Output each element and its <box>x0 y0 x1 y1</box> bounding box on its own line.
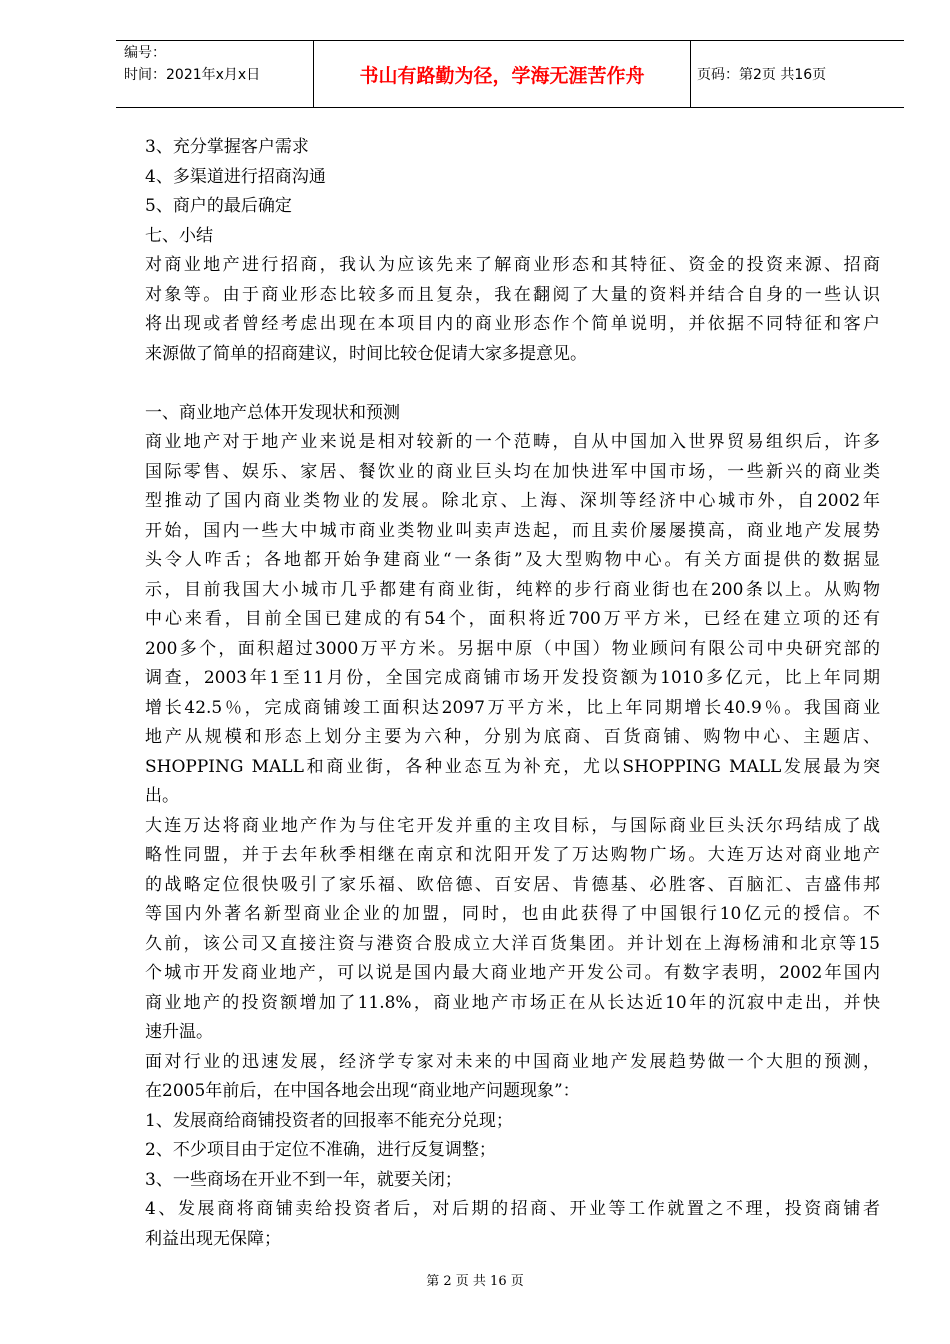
paragraph-line: 出。 <box>145 786 179 806</box>
header-time-label: 时间：2021年x月x日 <box>124 67 261 83</box>
paragraph-line: 个城市开发商业地产，可以说是国内最大商业地产开发公司。有数字表明，2002年国内 <box>145 963 880 983</box>
paragraph-line: 调查，2003年1至11月份，全国完成商铺市场开发投资额为1010多亿元，比上年同期 <box>145 668 880 688</box>
paragraph-line: 200多个，面积超过3000万平方米。另据中原（中国）物业顾问有限公司中央研究部的 <box>145 638 880 659</box>
paragraph-line: 略性同盟，并于去年秋季相继在南京和沈阳开发了万达购物广场。大连万达对商业地产 <box>145 845 880 865</box>
paragraph-line: 型推动了国内商业类物业的发展。除北京、上海、深圳等经济中心城市外，自2002年 <box>145 491 880 511</box>
paragraph-line: 速升温。 <box>145 1022 213 1042</box>
paragraph-line: 在2005年前后，在中国各地会出现“商业地产问题现象”： <box>145 1081 580 1101</box>
paragraph-line: 商业地产的投资额增加了11.8%，商业地产市场正在从长达近10年的沉寂中走出，并快 <box>145 992 880 1013</box>
header-motto: 书山有路勤为径，学海无涯苦作舟 <box>359 64 645 87</box>
paragraph-line: 将出现或者曾经考虑出现在本项目内的商业形态作个简单说明，并依据不同特征和客户 <box>145 314 880 334</box>
paragraph-line: 对商业地产进行招商，我认为应该先来了解商业形态和其特征、资金的投资来源、招商 <box>145 255 880 275</box>
paragraph-line: 示，目前我国大小城市几乎都建有商业街，纯粹的步行商业街也在200条以上。从购物 <box>145 579 880 600</box>
list-item: 4、发展商将商铺卖给投资者后，对后期的招商、开业等工作就置之不理，投资商铺者 <box>145 1199 880 1219</box>
paragraph-line: 商业地产对于地产业来说是相对较新的一个范畴，自从中国加入世界贸易组织后，许多 <box>145 432 880 452</box>
paragraph-line: SHOPPING MALL和商业街，各种业态互为补充，尤以SHOPPING MALL发展最为突 <box>145 756 880 777</box>
list-item: 4、多渠道进行招商沟通 <box>145 166 326 187</box>
paragraph-line: 久前，该公司又直接注资与港资合股成立大洋百货集团。并计划在上海杨浦和北京等15 <box>145 933 880 954</box>
document-body <box>145 133 880 1254</box>
paragraph-line: 中心来看，目前全国已建成的有54个，面积将近700万平方米，已经在建立项的还有 <box>145 609 880 629</box>
paragraph-line: 大连万达将商业地产作为与住宅开发并重的主攻目标，与国际商业巨头沃尔玛结成了战 <box>145 815 880 836</box>
paragraph-line: 地产从规模和形态上划分主要为六种，分别为底商、百货商铺、购物中心、主题店、 <box>145 727 880 747</box>
paragraph-line: 面对行业的迅速发展，经济学专家对未来的中国商业地产发展趋势做一个大胆的预测， <box>145 1051 880 1072</box>
list-item: 利益出现无保障； <box>145 1228 281 1249</box>
header-motto-cell <box>314 41 691 107</box>
page-footer: 第 2 页 共 16 页 <box>426 1274 524 1289</box>
header-page-label: 页码：第2页 共16页 <box>697 67 827 83</box>
list-item: 1、发展商给商铺投资者的回报率不能充分兑现； <box>145 1110 513 1131</box>
list-item: 3、充分掌握客户需求 <box>145 137 309 157</box>
paragraph-line: 头令人咋舌；各地都开始争建商业“一条街”及大型购物中心。有关方面提供的数据显 <box>145 550 880 570</box>
paragraph-line: 等国内外著名新型商业企业的加盟，同时，也由此获得了中国银行10亿元的授信。不 <box>145 904 880 924</box>
list-item: 2、不少项目由于定位不准确，进行反复调整； <box>145 1140 496 1160</box>
paragraph-line: 来源做了简单的招商建议，时间比较仓促请大家多提意见。 <box>145 343 587 364</box>
paragraph-line: 对象等。由于商业形态比较多而且复杂，我在翻阅了大量的资料并结合自身的一些认识 <box>145 284 880 305</box>
page-header <box>116 40 904 108</box>
section-heading: 七、小结 <box>145 225 213 246</box>
header-page-cell <box>691 41 904 107</box>
header-number-label: 编号： <box>124 45 166 61</box>
paragraph-line: 开始，国内一些大中城市商业类物业叫卖声迭起，而且卖价屡屡摸高，商业地产发展势 <box>145 520 880 541</box>
paragraph-line: 的战略定位很快吸引了家乐福、欧倍德、百安居、肯德基、必胜客、百脑汇、吉盛伟邦 <box>145 874 880 895</box>
list-item: 3、一些商场在开业不到一年，就要关闭； <box>145 1169 462 1190</box>
section-heading: 一、商业地产总体开发现状和预测 <box>145 402 400 423</box>
list-item: 5、商户的最后确定 <box>145 196 292 216</box>
paragraph-line: 国际零售、娱乐、家居、餐饮业的商业巨头均在加快进军中国市场，一些新兴的商业类 <box>145 461 880 482</box>
paragraph-line: 增长42.5％，完成商铺竣工面积达2097万平方米，比上年同期增长40.9％。我国商业 <box>145 697 880 718</box>
blank-line <box>145 369 880 399</box>
header-meta <box>116 41 314 107</box>
